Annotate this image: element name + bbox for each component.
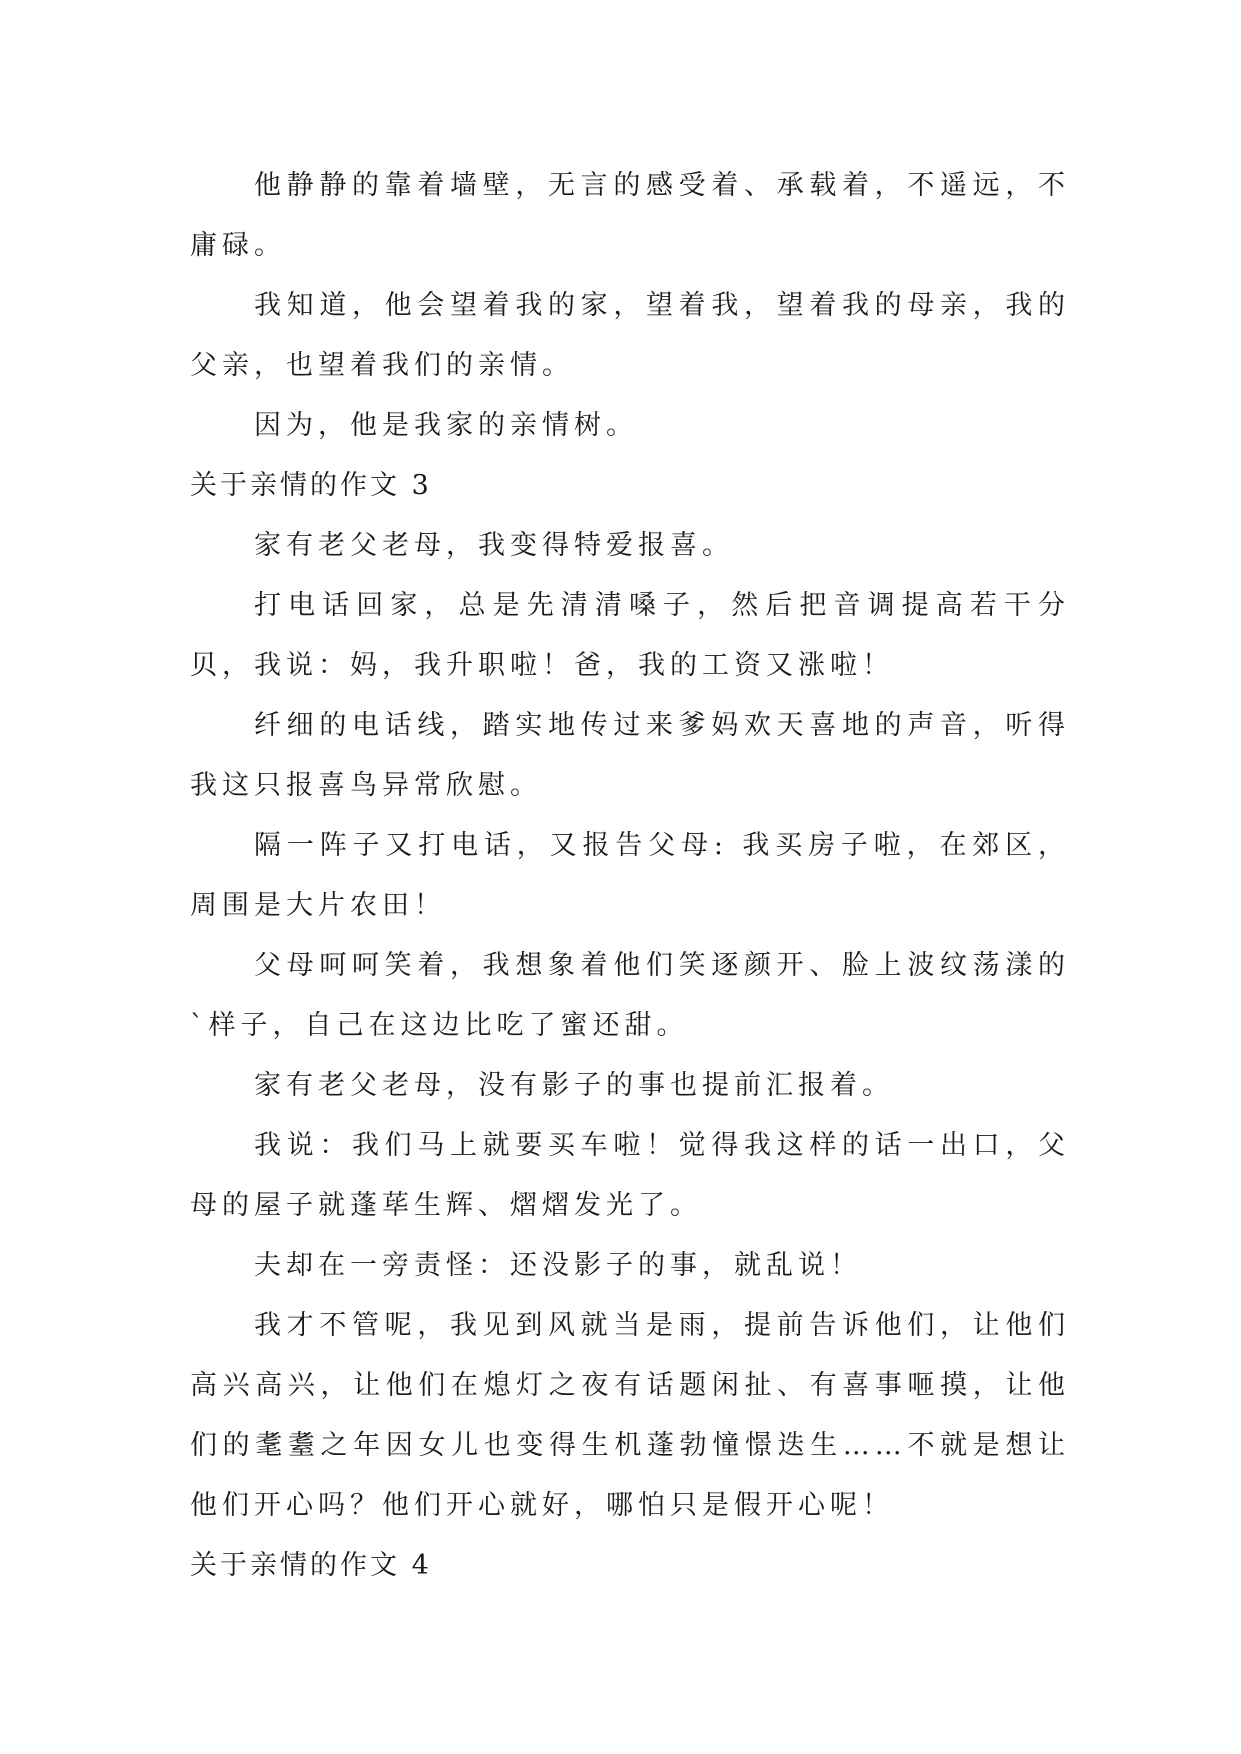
- document-body: [190, 156, 1070, 1596]
- paragraph: 我说：我们马上就要买车啦！觉得我这样的话一出口，父母的屋子就蓬荜生辉、熠熠发光了。: [190, 1130, 1070, 1221]
- paragraph: 家有老父老母，我变得特爱报喜。: [254, 530, 734, 561]
- paragraph: 父母呵呵笑着，我想象着他们笑逐颜开、脸上波纹荡漾的`样子，自己在这边比吃了蜜还甜。: [190, 950, 1070, 1041]
- paragraph: 隔一阵子又打电话，又报告父母: 我买房子啦，在郊区，周围是大片农田！: [190, 830, 1070, 921]
- paragraph: 因为，他是我家的亲情树。: [254, 410, 638, 441]
- section-heading: 关于亲情的作文 4: [190, 1550, 432, 1581]
- paragraph: 打电话回家，总是先清清嗓子，然后把音调提高若干分贝，我说：妈，我升职啦！爸，我的工资又涨啦！: [190, 590, 1070, 681]
- paragraph: 我才不管呢，我见到风就当是雨，提前告诉他们，让他们高兴高兴，让他们在熄灯之夜有话题闲扯、有喜事咂摸，让他们的耄耋之年因女儿也变得生机蓬勃憧憬迭生……不就是想让他们开心吗？他们开心就好，哪怕只是假开心呢！: [190, 1310, 1070, 1521]
- paragraph: 夫却在一旁责怪：还没影子的事，就乱说！: [254, 1250, 862, 1281]
- paragraph: 他静静的靠着墙壁，无言的感受着、承载着，不遥远，不庸碌。: [190, 170, 1070, 261]
- paragraph: 家有老父老母，没有影子的事也提前汇报着。: [254, 1070, 894, 1101]
- paragraph: 纤细的电话线，踏实地传过来爹妈欢天喜地的声音，听得我这只报喜鸟异常欣慰。: [190, 710, 1070, 801]
- section-heading: 关于亲情的作文 3: [190, 470, 432, 501]
- paragraph: 我知道，他会望着我的家，望着我，望着我的母亲，我的父亲，也望着我们的亲情。: [190, 290, 1070, 381]
